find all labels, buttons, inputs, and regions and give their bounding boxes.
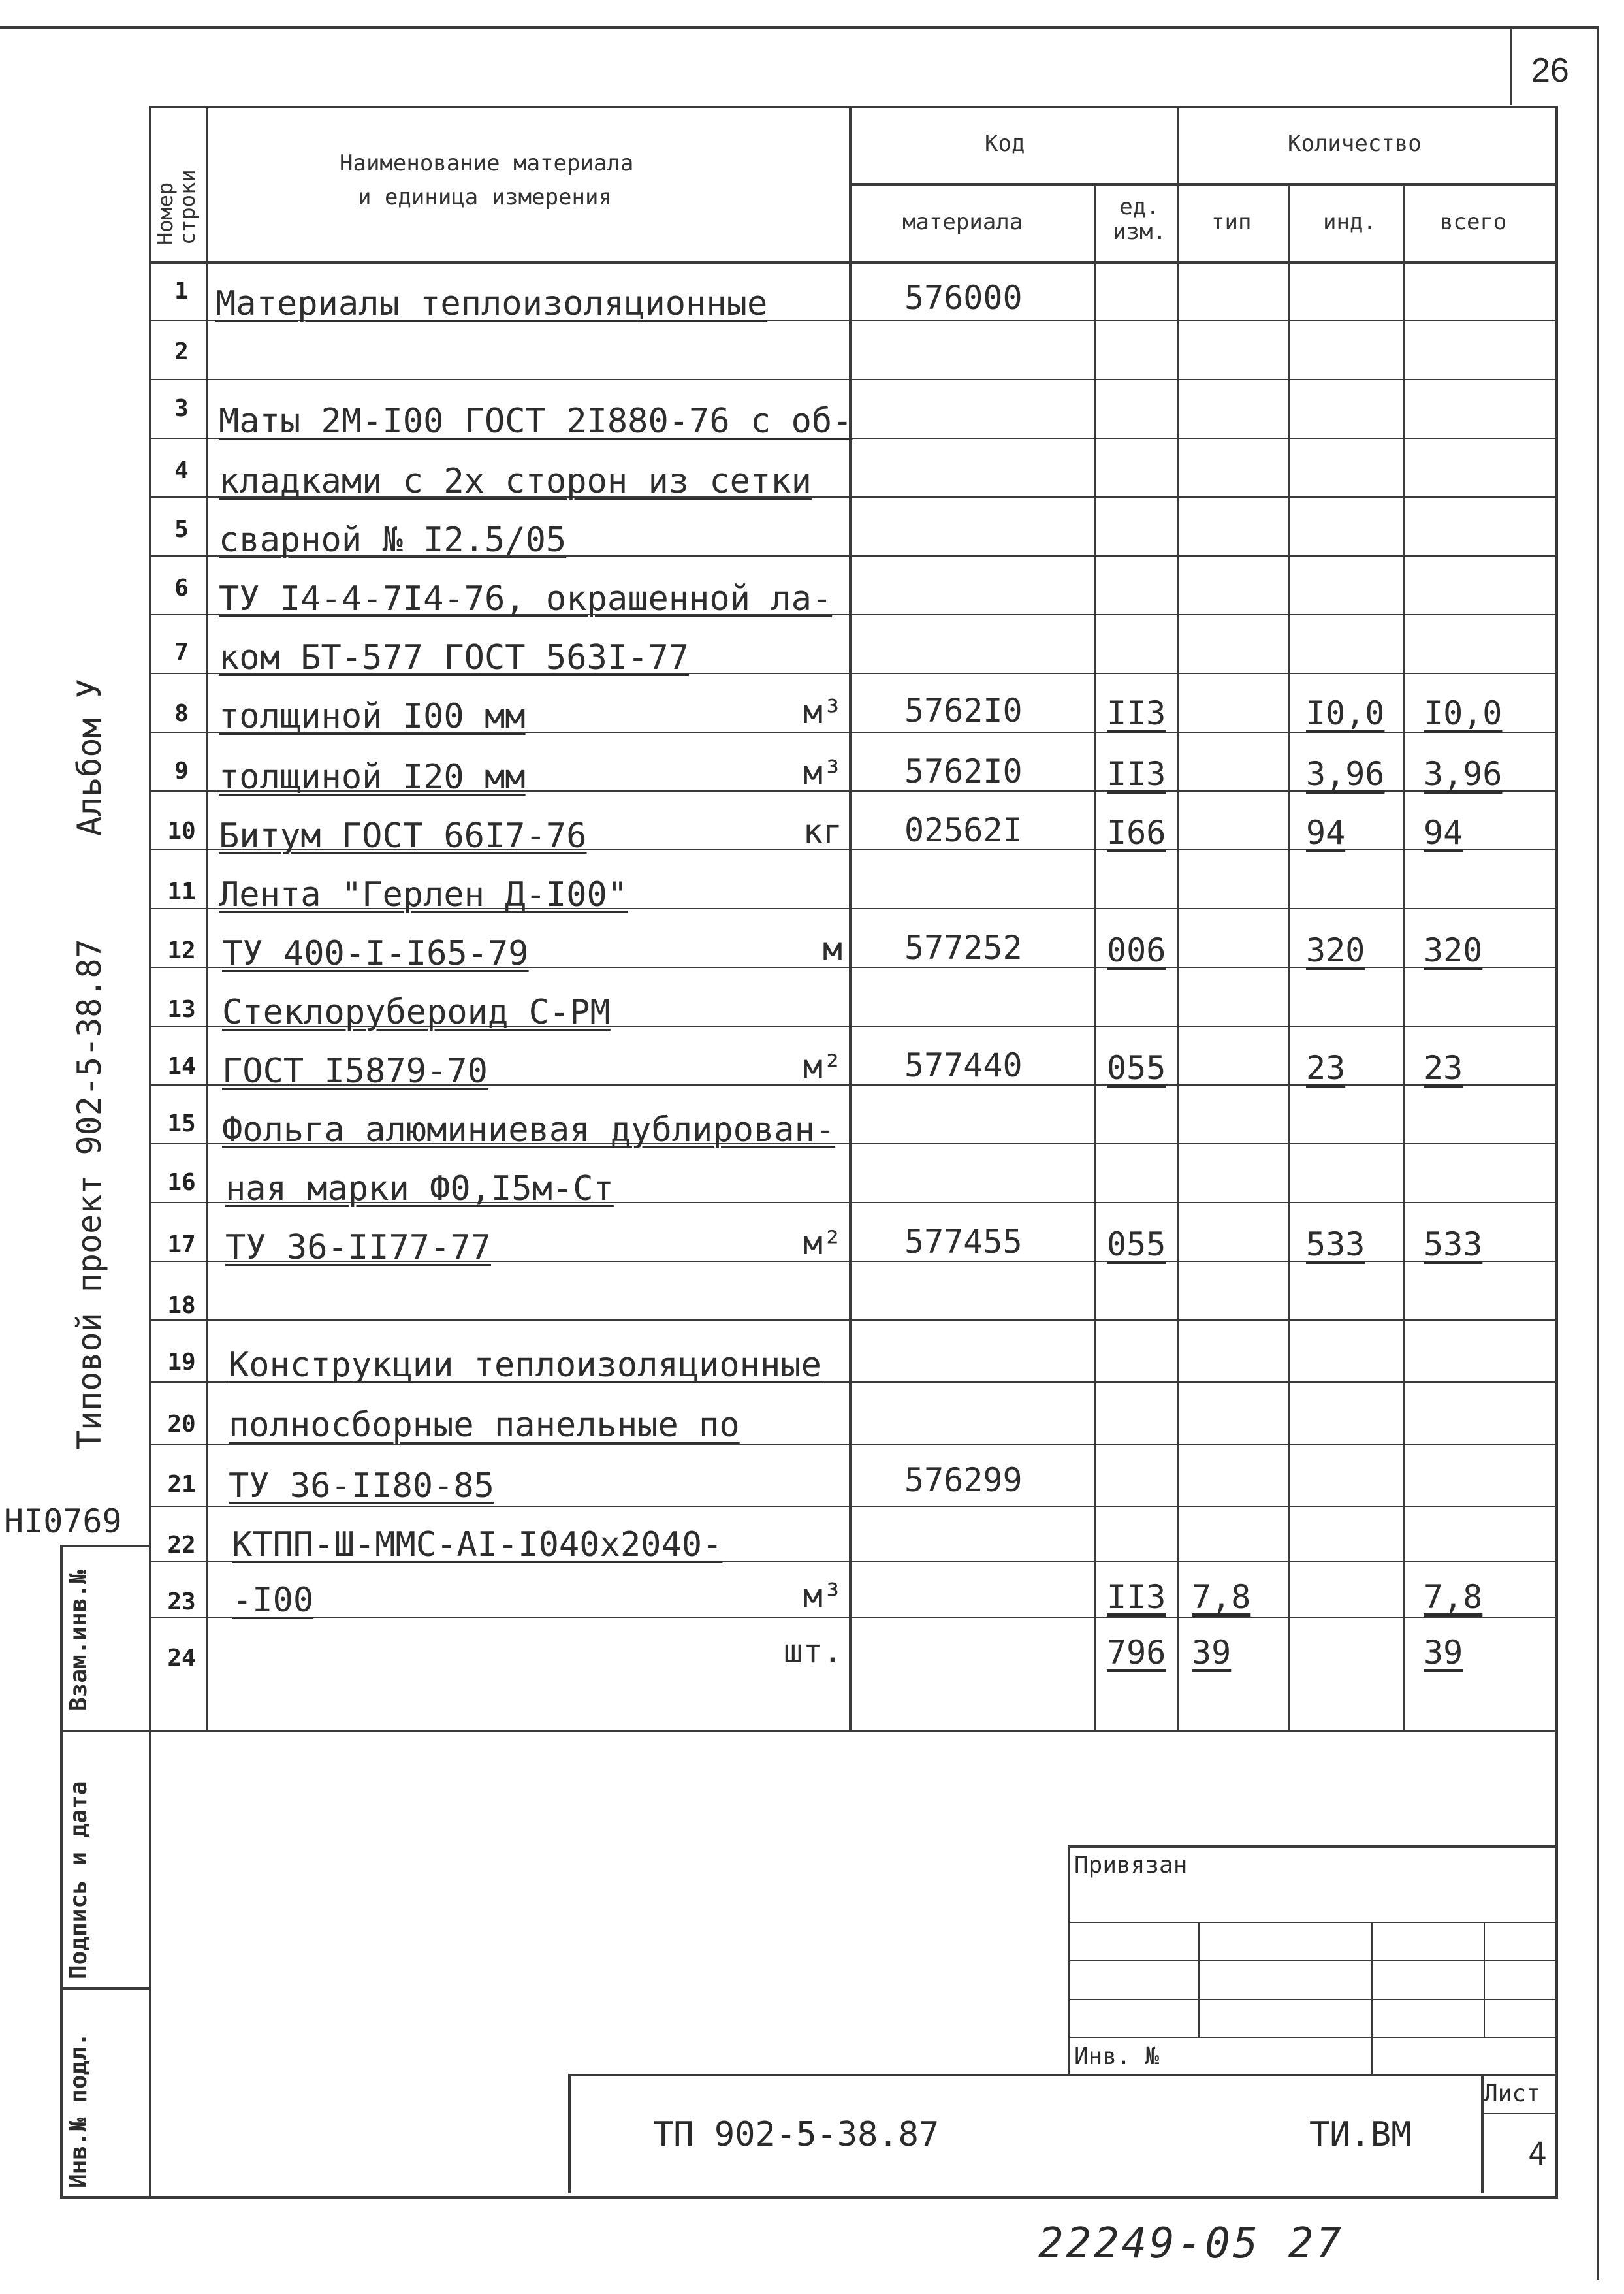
material-code: 576000 bbox=[904, 279, 1023, 317]
material-code: 577455 bbox=[904, 1223, 1023, 1261]
unit-label: шт. bbox=[783, 1632, 842, 1670]
row-number: 2 bbox=[174, 338, 189, 365]
row-number: 17 bbox=[167, 1231, 196, 1258]
qty-ind: I0,0 bbox=[1306, 694, 1385, 732]
sheet-number: 4 bbox=[1528, 2136, 1547, 2173]
qty-total: 39 bbox=[1424, 1634, 1463, 1672]
unit-label: м³ bbox=[803, 754, 842, 792]
header-qty-type: тип bbox=[1211, 209, 1252, 235]
material-name: ная марки Ф0,I5м-Ст bbox=[225, 1169, 614, 1208]
stamp-line-1 bbox=[1068, 1922, 1555, 1923]
material-name: ТУ 36-II77-77 bbox=[225, 1228, 491, 1267]
doc-code: ТП 902-5-38.87 bbox=[653, 2115, 940, 2154]
col-line-code bbox=[1094, 183, 1096, 1732]
row-number: 24 bbox=[167, 1645, 196, 1672]
title-block-left bbox=[568, 2074, 571, 2193]
header-code-unit: ед. изм. bbox=[1113, 194, 1166, 245]
margin-stamp-bottom bbox=[60, 2196, 151, 2199]
row-number: 14 bbox=[167, 1053, 196, 1080]
qty-ind: 3,96 bbox=[1306, 755, 1385, 793]
right-border bbox=[1597, 26, 1599, 2280]
row-number: 10 bbox=[167, 818, 196, 845]
qty-ind: 94 bbox=[1306, 814, 1346, 852]
inv-podl-label: Инв.№ подл. bbox=[65, 2032, 92, 2188]
row-divider bbox=[149, 1319, 1555, 1321]
row-number: 9 bbox=[174, 758, 189, 784]
material-name: сварной № I2.5/05 bbox=[219, 521, 567, 560]
row-number: 5 bbox=[174, 516, 189, 543]
unit-code: II3 bbox=[1107, 694, 1166, 732]
col-line-ed bbox=[1177, 106, 1179, 1732]
material-name: Лента "Герлен Д-I00" bbox=[219, 875, 628, 914]
row-number: 19 bbox=[167, 1349, 196, 1376]
material-name: Конструкции теплоизоляционные bbox=[229, 1346, 821, 1385]
qty-ind: 23 bbox=[1306, 1049, 1346, 1087]
material-name: Материалы теплоизоляционные bbox=[215, 284, 768, 323]
material-name: КТПП-Ш-ММС-АI-I040х2040- bbox=[232, 1525, 723, 1564]
margin-stamp-left bbox=[60, 1545, 63, 2198]
row-divider bbox=[149, 1617, 1555, 1618]
margin-stamp-sep2 bbox=[60, 1987, 151, 1990]
stamp-col-1 bbox=[1198, 1922, 1200, 2037]
qty-total: 320 bbox=[1424, 931, 1483, 969]
material-name: ком БТ-577 ГОСТ 563I-77 bbox=[219, 638, 690, 677]
material-name: -I00 bbox=[232, 1581, 314, 1620]
row-number: 6 bbox=[174, 575, 189, 602]
unit-label: м² bbox=[803, 1224, 842, 1262]
album-label: Альбом У bbox=[71, 679, 108, 836]
qty-total: 7,8 bbox=[1424, 1578, 1483, 1616]
podpis-label: Подпись и дата bbox=[65, 1781, 92, 1979]
row-number: 8 bbox=[174, 700, 189, 727]
unit-label: м³ bbox=[803, 1577, 842, 1615]
unit-label: кг bbox=[803, 813, 842, 850]
material-name: толщиной I20 мм bbox=[219, 758, 526, 797]
row-number: 12 bbox=[167, 937, 196, 964]
material-name: ТУ 36-II80-85 bbox=[229, 1466, 494, 1506]
row-number: 18 bbox=[167, 1292, 196, 1319]
margin-stamp-sep1 bbox=[60, 1730, 151, 1732]
row-number: 7 bbox=[174, 639, 189, 666]
unit-code: 796 bbox=[1107, 1634, 1166, 1672]
row-number: 21 bbox=[167, 1471, 196, 1498]
col-line-typ bbox=[1288, 183, 1290, 1732]
qty-total: 94 bbox=[1424, 814, 1463, 852]
row-number: 1 bbox=[174, 278, 189, 304]
top-border bbox=[0, 26, 1597, 29]
material-code: 576299 bbox=[904, 1461, 1023, 1499]
row-number: 3 bbox=[174, 395, 189, 422]
material-code: 577440 bbox=[904, 1046, 1023, 1084]
header-code-material: материала bbox=[902, 209, 1023, 235]
col-line-ind bbox=[1403, 183, 1405, 1732]
material-code: 5762I0 bbox=[904, 692, 1023, 730]
material-name: полносборные панельные по bbox=[229, 1406, 740, 1445]
inventory-number: HI0769 bbox=[4, 1502, 122, 1540]
stamp-col-3 bbox=[1484, 1922, 1485, 2037]
header-bottom bbox=[149, 261, 1555, 264]
row-number: 15 bbox=[167, 1110, 196, 1137]
row-divider bbox=[149, 379, 1555, 380]
header-name-2: и единица измерения bbox=[358, 184, 612, 210]
row-number: 20 bbox=[167, 1411, 196, 1438]
stamp-line-2 bbox=[1068, 1960, 1555, 1961]
qty-total: 23 bbox=[1424, 1049, 1463, 1087]
material-name: толщиной I00 мм bbox=[219, 697, 526, 736]
header-code: Код bbox=[985, 131, 1025, 157]
material-name: Битум ГОСТ 66I7-76 bbox=[219, 816, 587, 856]
vzam-label: Взам.инв.№ bbox=[65, 1570, 92, 1711]
stamp-col-2 bbox=[1371, 1922, 1373, 2074]
material-name: ТУ 400-I-I65-79 bbox=[222, 934, 529, 973]
qty-ind: 533 bbox=[1306, 1225, 1365, 1263]
qty-total: 3,96 bbox=[1424, 755, 1503, 793]
col-line-name bbox=[849, 106, 852, 1732]
material-name: ТУ I4-4-7I4-76, окрашенной ла- bbox=[219, 579, 833, 619]
unit-code: II3 bbox=[1107, 1578, 1166, 1616]
doc-mark: ТИ.ВМ bbox=[1309, 2115, 1412, 2154]
unit-label: м bbox=[822, 930, 842, 968]
privyazan-label: Привязан bbox=[1074, 1852, 1188, 1879]
stamp-top bbox=[1068, 1845, 1555, 1848]
row-number: 23 bbox=[167, 1589, 196, 1615]
material-code: 5762I0 bbox=[904, 752, 1023, 790]
material-name: Маты 2М-I00 ГОСТ 2I880-76 с об- bbox=[219, 402, 853, 441]
header-row-no: Номер строки bbox=[153, 169, 200, 245]
material-code: 577252 bbox=[904, 929, 1023, 967]
table-bottom bbox=[149, 1730, 1555, 1732]
header-quantity: Количество bbox=[1288, 131, 1422, 157]
stamp-line-4 bbox=[1068, 2037, 1555, 2038]
qty-type: 39 bbox=[1192, 1634, 1232, 1672]
qty-total: 533 bbox=[1424, 1225, 1483, 1263]
row-number: 4 bbox=[174, 457, 189, 484]
sheet-label: Лист bbox=[1484, 2080, 1540, 2107]
qty-type: 7,8 bbox=[1192, 1578, 1251, 1616]
unit-code: 055 bbox=[1107, 1049, 1166, 1087]
unit-label: м³ bbox=[803, 693, 842, 731]
material-name: Стеклорубероид С-РМ bbox=[222, 993, 611, 1032]
unit-code: 055 bbox=[1107, 1225, 1166, 1263]
sheet-box-sep bbox=[1481, 2113, 1555, 2114]
header-qty-total: всего bbox=[1440, 209, 1507, 235]
page-number-divider bbox=[1510, 26, 1512, 105]
qty-total: I0,0 bbox=[1424, 694, 1503, 732]
project-label: Типовой проект 902-5-38.87 bbox=[71, 939, 108, 1450]
unit-label: м² bbox=[803, 1048, 842, 1086]
header-subline bbox=[849, 183, 1555, 186]
header-name-1: Наименование материала bbox=[340, 150, 634, 176]
header-qty-ind: инд. bbox=[1323, 209, 1377, 235]
unit-code: 006 bbox=[1107, 931, 1166, 969]
qty-ind: 320 bbox=[1306, 931, 1365, 969]
row-number: 11 bbox=[167, 879, 196, 905]
material-code: 02562I bbox=[904, 811, 1023, 849]
row-number: 13 bbox=[167, 996, 196, 1023]
row-divider bbox=[149, 1506, 1555, 1507]
material-name: ГОСТ I5879-70 bbox=[222, 1052, 488, 1091]
unit-code: I66 bbox=[1107, 814, 1166, 852]
row-number: 22 bbox=[167, 1532, 196, 1559]
title-block-top bbox=[568, 2074, 1555, 2076]
unit-code: II3 bbox=[1107, 755, 1166, 793]
inv-no-label: Инв. № bbox=[1074, 2043, 1160, 2070]
page-number: 26 bbox=[1531, 52, 1569, 89]
material-name: кладками с 2х сторон из сетки bbox=[219, 462, 812, 501]
stamp-line-3 bbox=[1068, 1999, 1555, 2000]
footer-code: 22249-05 27 bbox=[1038, 2220, 1344, 2268]
material-name: Фольга алюминиевая дублирован- bbox=[222, 1110, 836, 1150]
margin-stamp-top bbox=[60, 1545, 151, 1547]
row-number: 16 bbox=[167, 1169, 196, 1196]
